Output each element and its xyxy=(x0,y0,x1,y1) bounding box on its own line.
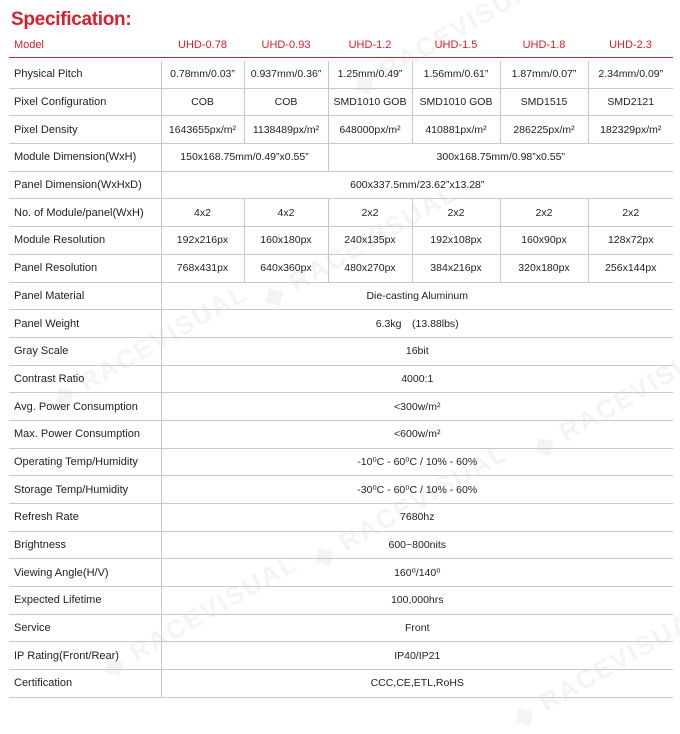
cell-value: 4000:1 xyxy=(161,365,673,393)
cell-value: 2x2 xyxy=(412,199,500,227)
cell-value: 1643655px/m² xyxy=(161,116,244,144)
table-row xyxy=(9,559,673,587)
table-row xyxy=(9,337,673,365)
cell-value: 286225px/m² xyxy=(500,116,588,144)
table-row xyxy=(9,393,673,421)
row-label: Certification xyxy=(9,670,161,698)
table-row xyxy=(9,144,673,172)
row-label: No. of Module/panel(WxH) xyxy=(9,199,161,227)
cell-value: 1.25mm/0.49” xyxy=(328,61,412,88)
cell-value: 182329px/m² xyxy=(588,116,673,144)
row-label: Physical Pitch xyxy=(9,61,161,88)
row-label: Storage Temp/Humidity xyxy=(9,476,161,504)
cell-value: 128x72px xyxy=(588,227,673,255)
cell-value: 1138489px/m² xyxy=(244,116,328,144)
header-model: UHD-0.78 xyxy=(178,39,227,51)
row-label: Max. Power Consumption xyxy=(9,420,161,448)
row-label: Panel Weight xyxy=(9,310,161,338)
row-label: Refresh Rate xyxy=(9,504,161,532)
row-label: Avg. Power Consumption xyxy=(9,393,161,421)
table-row xyxy=(9,420,673,448)
table-row xyxy=(9,531,673,559)
cell-value: 300x168.75mm/0.98”x0.55” xyxy=(328,144,673,172)
cell-value: 160⁰/140⁰ xyxy=(161,559,673,587)
table-row xyxy=(9,670,673,698)
table-row xyxy=(9,282,673,310)
header-model: UHD-1.5 xyxy=(434,39,478,51)
table-row xyxy=(9,448,673,476)
cell-value: IP40/IP21 xyxy=(161,642,673,670)
cell-value: 192x216px xyxy=(161,227,244,255)
table-row xyxy=(9,88,673,116)
cell-value: 160x180px xyxy=(244,227,328,255)
row-label: Viewing Angle(H/V) xyxy=(9,559,161,587)
cell-value: SMD1010 GOB xyxy=(412,88,500,116)
cell-value: 1.56mm/0.61” xyxy=(412,61,500,88)
row-label: Contrast Ratio xyxy=(9,365,161,393)
cell-value: CCC,CE,ETL,RoHS xyxy=(161,670,673,698)
table-row xyxy=(9,310,673,338)
cell-value: 0.78mm/0.03” xyxy=(161,61,244,88)
cell-value: SMD1515 xyxy=(500,88,588,116)
cell-value: 600~800nits xyxy=(161,531,673,559)
cell-value: 648000px/m² xyxy=(328,116,412,144)
cell-value: 256x144px xyxy=(588,254,673,282)
cell-value: 7680hz xyxy=(161,504,673,532)
row-label: Module Dimension(WxH) xyxy=(9,144,161,172)
table-row xyxy=(9,642,673,670)
cell-value: 4x2 xyxy=(244,199,328,227)
table-row xyxy=(9,116,673,144)
table-row xyxy=(9,254,673,282)
cell-value: COB xyxy=(161,88,244,116)
cell-value: 1.87mm/0.07” xyxy=(500,61,588,88)
page-title: Specification: xyxy=(11,9,132,30)
cell-value: 100,000hrs xyxy=(161,587,673,615)
cell-value: -30⁰C - 60⁰C / 10% - 60% xyxy=(161,476,673,504)
row-label: Panel Dimension(WxHxD) xyxy=(9,171,161,199)
header-model: UHD-1.2 xyxy=(348,39,392,51)
cell-value: -10⁰C - 60⁰C / 10% - 60% xyxy=(161,448,673,476)
spec-table xyxy=(9,61,673,698)
table-row xyxy=(9,171,673,199)
cell-value: <300w/m² xyxy=(161,393,673,421)
row-label: Expected Lifetime xyxy=(9,587,161,615)
header-label-model: Model xyxy=(14,39,44,51)
cell-value: 6.3kg (13.88lbs) xyxy=(161,310,673,338)
cell-value: 4x2 xyxy=(161,199,244,227)
table-row xyxy=(9,227,673,255)
cell-value: <600w/m² xyxy=(161,420,673,448)
row-label: Operating Temp/Humidity xyxy=(9,448,161,476)
cell-value: 2x2 xyxy=(588,199,673,227)
cell-value: 410881px/m² xyxy=(412,116,500,144)
cell-value: 320x180px xyxy=(500,254,588,282)
cell-value: 150x168.75mm/0.49”x0.55” xyxy=(161,144,328,172)
row-label: Pixel Density xyxy=(9,116,161,144)
row-label: Panel Resolution xyxy=(9,254,161,282)
row-label: Panel Material xyxy=(9,282,161,310)
cell-value: 384x216px xyxy=(412,254,500,282)
row-label: IP Rating(Front/Rear) xyxy=(9,642,161,670)
header-model: UHD-0.93 xyxy=(261,39,311,51)
table-row xyxy=(9,365,673,393)
cell-value: SMD2121 xyxy=(588,88,673,116)
table-row xyxy=(9,587,673,615)
cell-value: COB xyxy=(244,88,328,116)
table-row xyxy=(9,61,673,88)
row-label: Gray Scale xyxy=(9,337,161,365)
cell-value: Die-casting Aluminum xyxy=(161,282,673,310)
table-header xyxy=(9,37,673,58)
cell-value: 768x431px xyxy=(161,254,244,282)
cell-value: 640x360px xyxy=(244,254,328,282)
row-label: Pixel Configuration xyxy=(9,88,161,116)
cell-value: 600x337.5mm/23.62”x13.28” xyxy=(161,171,673,199)
table-row xyxy=(9,614,673,642)
row-label: Brightness xyxy=(9,531,161,559)
cell-value: 16bit xyxy=(161,337,673,365)
table-row xyxy=(9,476,673,504)
cell-value: 0.937mm/0.36” xyxy=(244,61,328,88)
header-model: UHD-1.8 xyxy=(522,39,566,51)
table-row xyxy=(9,199,673,227)
header-model: UHD-2.3 xyxy=(609,39,652,51)
cell-value: 2x2 xyxy=(500,199,588,227)
cell-value: SMD1010 GOB xyxy=(328,88,412,116)
table-row xyxy=(9,504,673,532)
row-label: Service xyxy=(9,614,161,642)
cell-value: 2x2 xyxy=(328,199,412,227)
cell-value: 160x90px xyxy=(500,227,588,255)
cell-value: 192x108px xyxy=(412,227,500,255)
cell-value: 2.34mm/0.09” xyxy=(588,61,673,88)
row-label: Module Resolution xyxy=(9,227,161,255)
cell-value: 480x270px xyxy=(328,254,412,282)
cell-value: 240x135px xyxy=(328,227,412,255)
cell-value: Front xyxy=(161,614,673,642)
